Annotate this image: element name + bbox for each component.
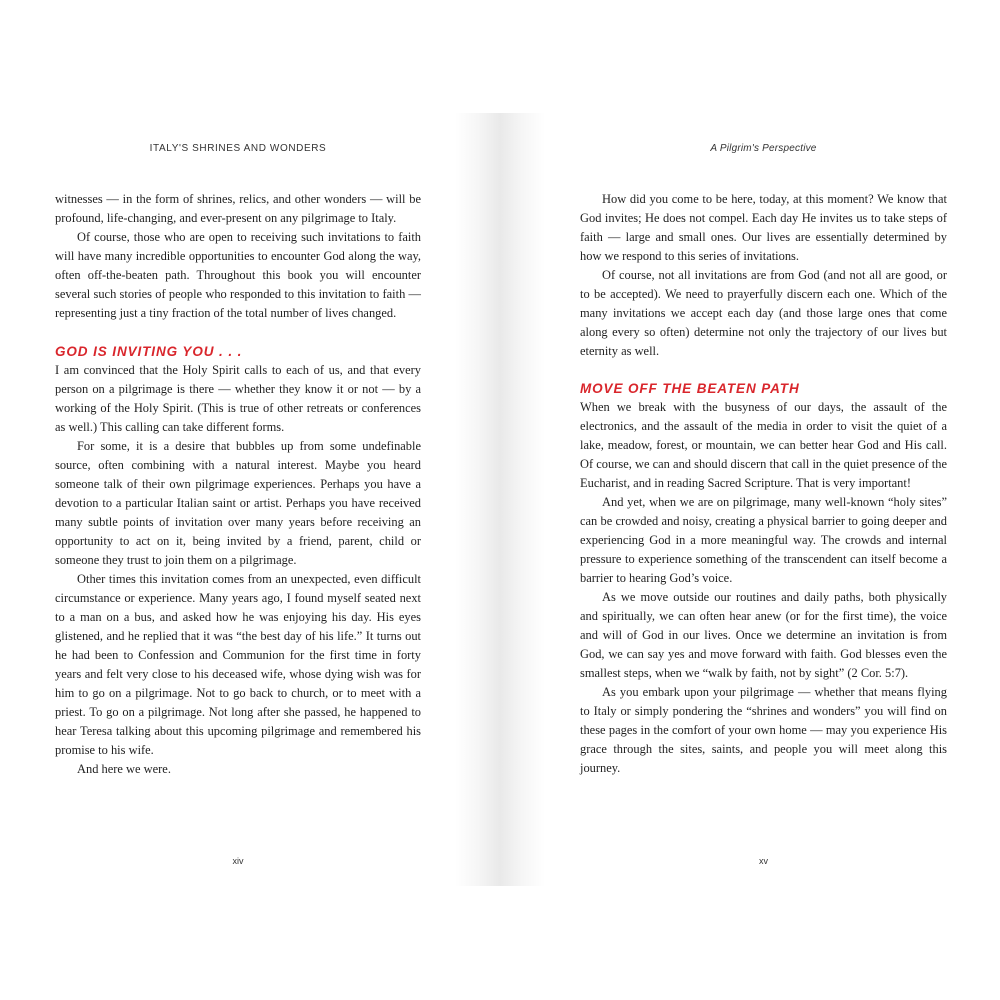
paragraph: For some, it is a desire that bubbles up from some undefinable source, often combining with a natural interest. Maybe you heard someone talk of their own pilgrimage experiences. Perhaps you have a devotion to a particular Italian saint or artist. Perhaps you have received many subtle points of invitation over many years before receiving an opportunity to act on it, being invited by a friend, parent, child or someone they trust to join them on a pilgrimage. — [55, 439, 421, 567]
paragraph: Other times this invitation comes from an unexpected, even difficult circumstance or experience. Many years ago, I found myself seated next to a man on a bus, and asked how he was enjoying his day. His eyes glistened, and he replied that it was “the best day of his life.” It turns out he had been to Confession and Communion for the first time in forty years and felt very close to his deceased wife, whose dying wish was for him to go on a pilgrimage. Not to go back to church, or to meet with a priest. To go on a pilgrimage. Not long after she passed, he happened to hear Teresa talking about this upcoming pilgrimage and remembered his promise to his wife. — [55, 572, 421, 757]
paragraph: I am convinced that the Holy Spirit calls to each of us, and that every person on a pilgrimage is there — whether they know it or not — by a working of the Holy Spirit. (This is true of other retreats or conferences as well.) This calling can take different forms. — [55, 363, 421, 434]
paragraph: And yet, when we are on pilgrimage, many well-known “holy sites” can be crowded and noisy, creating a physical barrier to going deeper and experiencing God in a more meaningful way. The crowds and internal pressure to experience something of the transcendent can itself become a barrier to hearing God’s voice. — [580, 495, 947, 585]
section-heading: MOVE OFF THE BEATEN PATH — [580, 381, 800, 396]
right-page-body — [580, 190, 947, 778]
left-page — [55, 0, 421, 1000]
paragraph: As we move outside our routines and daily paths, both physically and spiritually, we can often hear anew (or for the first time), the voice and will of God in our lives. Once we determine an invitation is from God, we can say yes and move forward with faith. God blesses even the smallest steps, when we “walk by faith, not by sight” (2 Cor. 5:7). — [580, 590, 947, 680]
right-page — [580, 0, 947, 1000]
paragraph: witnesses — in the form of shrines, relics, and other wonders — will be profound, life-changing, and ever-present on any pilgrimage to Italy. — [55, 192, 421, 225]
right-running-head: A Pilgrim's Perspective — [710, 143, 817, 154]
paragraph: As you embark upon your pilgrimage — whether that means flying to Italy or simply pondering the “shrines and wonders” you will find on these pages in the comfort of your own home — may you experience His grace through the sites, saints, and people you will meet along this journey. — [580, 685, 947, 775]
paragraph: How did you come to be here, today, at this moment? We know that God invites; He does not compel. Each day He invites us to take steps of faith — large and small ones. Our lives are essentially determined by how we respond to this series of invitations. — [580, 192, 947, 263]
left-running-head: ITALY'S SHRINES AND WONDERS — [149, 143, 327, 154]
book-gutter — [455, 113, 545, 886]
paragraph: Of course, those who are open to receiving such invitations to faith will have many incredible opportunities to encounter God along the way, often off-the-beaten path. Throughout this book you will encounter several such stories of people who responded to this invitation to faith — representing just a tiny fraction of the total number of lives changed. — [55, 230, 421, 320]
left-page-body — [55, 190, 421, 779]
left-page-number: xiv — [232, 856, 244, 866]
right-page-number: xv — [759, 856, 768, 866]
paragraph: Of course, not all invitations are from God (and not all are good, or to be accepted). We need to prayerfully discern each one. Which of the many invitations we accept each day (and those large ones that come along every so often) determine not only the trajectory of our lives but eternity as well. — [580, 268, 947, 358]
section-heading: GOD IS INVITING YOU . . . — [55, 344, 243, 359]
paragraph: And here we were. — [77, 762, 171, 776]
paragraph: When we break with the busyness of our days, the assault of the electronics, and the assault of the media in order to visit the quiet of a lake, meadow, forest, or mountain, we can better hear God and His call. Of course, we can and should discern that call in the quiet presence of the Eucharist, and in reading Sacred Scripture. That is very important! — [580, 400, 947, 490]
